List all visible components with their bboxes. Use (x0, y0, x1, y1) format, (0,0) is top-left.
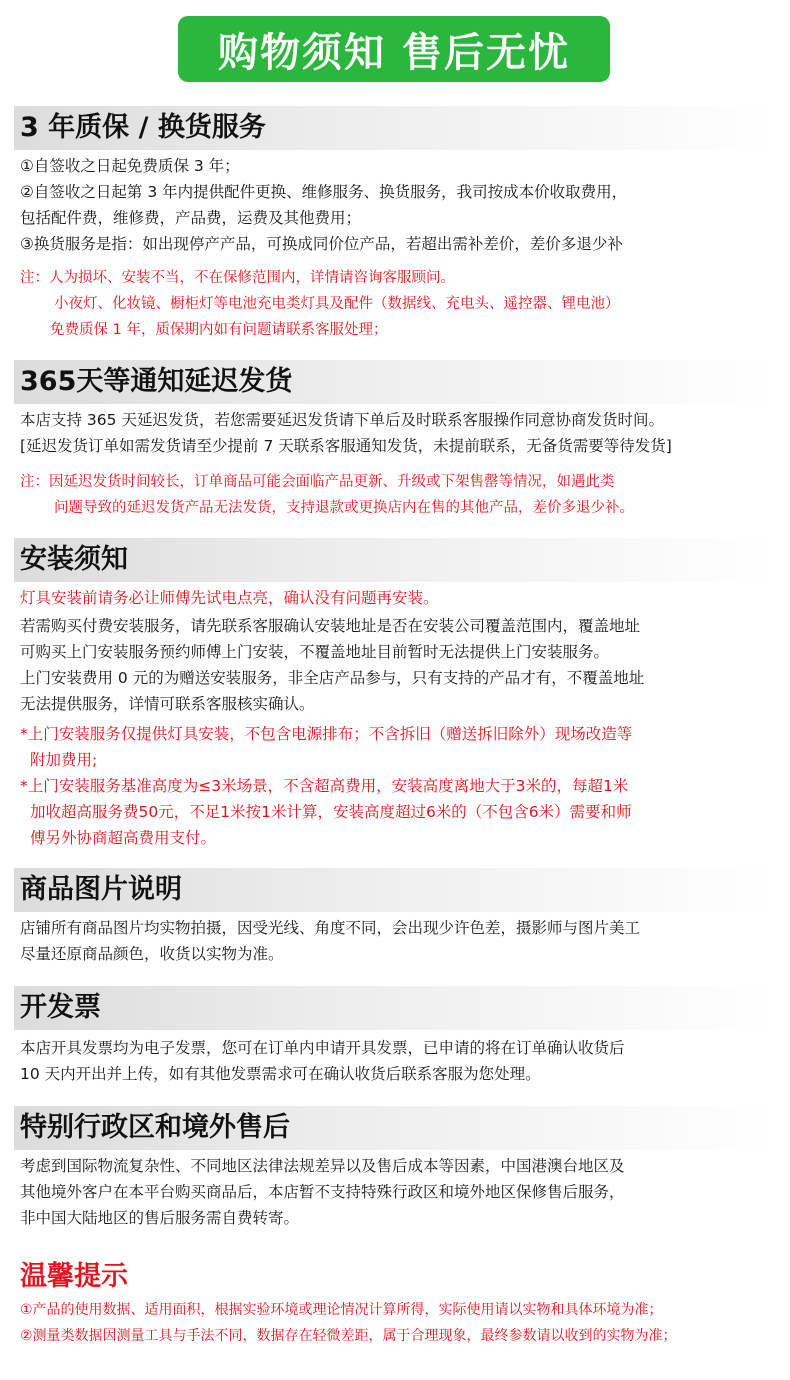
text-line: 无法提供服务，详情可联系客服核实确认。 (20, 695, 315, 713)
note-line: 加收超高服务费50元，不足1米按1米计算，安装高度超过6米的（不包含6米）需要和师 (30, 803, 632, 821)
text-line: 店铺所有商品图片均实物拍摄，因受光线、角度不同，会出现少许色差，摄影师与图片美工 (20, 919, 641, 937)
text-line: 上门安装费用 0 元的为赠送安装服务，非全店产品参与，只有支持的产品才有，不覆盖地址 (20, 669, 645, 687)
note-line: 附加费用; (30, 751, 98, 769)
tip-line: ①产品的使用数据、适用面积，根据实验环境或理论情况计算所得，实际使用请以实物和具体环境为准； (20, 1302, 663, 1318)
text-line: 其他境外客户在本平台购买商品后，本店暂不支持特殊行政区和境外地区保修售后服务， (20, 1183, 625, 1201)
section-heading: 开发票 (20, 992, 101, 1023)
note-line: 免费质保 1 年，质保期内如有问题请联系客服处理； (50, 322, 388, 338)
note-line: *上门安装服务基准高度为≤3米场景，不含超高费用，安装高度离地大于3米的，每超1米 (20, 777, 629, 795)
text-line: 若需购买付费安装服务，请先联系客服确认安装地址是否在安装公司覆盖范围内，覆盖地址 (20, 617, 641, 635)
text-line: 尽量还原商品颜色，收货以实物为准。 (20, 945, 284, 963)
section-heading: 3 年质保 / 换货服务 (20, 112, 266, 143)
text-line: [延迟发货订单如需发货请至少提前 7 天联系客服通知发货，未提前联系，无备货需要等待发货] (20, 437, 672, 455)
note-line: 问题导致的延迟发货产品无法发货，支持退款或更换店内在售的其他产品，差价多退少补。 (54, 500, 634, 516)
text-line: 包括配件费，维修费，产品费，运费及其他费用； (20, 209, 362, 227)
tips-title: 温馨提示 (20, 1261, 128, 1292)
note-line: *上门安装服务仅提供灯具安装，不包含电源排布；不含拆旧（赠送拆旧除外）现场改造等 (20, 725, 633, 743)
section-heading: 安装须知 (20, 544, 128, 575)
section-heading: 特别行政区和境外售后 (20, 1112, 290, 1143)
note-line: 小夜灯、化妆镜、橱柜灯等电池充电类灯具及配件（数据线、充电头、遥控器、锂电池） (54, 296, 620, 312)
section-heading: 365天等通知延迟发货 (20, 366, 293, 397)
text-line: 可购买上门安装服务预约师傅上门安装，不覆盖地址目前暂时无法提供上门安装服务。 (20, 643, 610, 661)
banner-title: 购物须知 售后无忧 (218, 29, 570, 76)
text-line: 本店开具发票均为电子发票，您可在订单内申请开具发票，已申请的将在订单确认收货后 (20, 1039, 625, 1057)
text-line: 考虑到国际物流复杂性、不同地区法律法规差异以及售后成本等因素，中国港澳台地区及 (20, 1157, 625, 1175)
note-line: 注：人为损坏、安装不当，不在保修范围内，详情请咨询客服顾问。 (20, 270, 455, 286)
text-line: 本店支持 365 天延迟发货，若您需要延迟发货请下单后及时联系客服操作同意协商发货时间。 (20, 411, 664, 429)
text-line: ③换货服务是指：如出现停产产品，可换成同价位产品，若超出需补差价，差价多退少补 (20, 235, 623, 253)
title-banner (178, 16, 610, 82)
heading-bar (14, 986, 774, 1030)
section-heading: 商品图片说明 (20, 874, 182, 905)
heading-bar (14, 538, 774, 582)
text-line: ②自签收之日起第 3 年内提供配件更换、维修服务、换货服务，我司按成本价收取费用， (20, 183, 628, 201)
note-line: 傅另外协商超高费用支付。 (30, 829, 217, 847)
tip-line: ②测量类数据因测量工具与手法不同，数据存在轻微差距，属于合理现象，最终参数请以收到的实物为准； (20, 1328, 677, 1344)
note-line: 注：因延迟发货时间较长，订单商品可能会面临产品更新、升级或下架售罄等情况，如遇此类 (20, 474, 615, 490)
text-line: 10 天内开出并上传，如有其他发票需求可在确认收货后联系客服为您处理。 (20, 1065, 541, 1083)
warning-line: 灯具安装前请务必让师傅先试电点亮，确认没有问题再安装。 (20, 589, 439, 607)
text-line: 非中国大陆地区的售后服务需自费转寄。 (20, 1209, 300, 1227)
text-line: ①自签收之日起免费质保 3 年； (20, 157, 240, 175)
